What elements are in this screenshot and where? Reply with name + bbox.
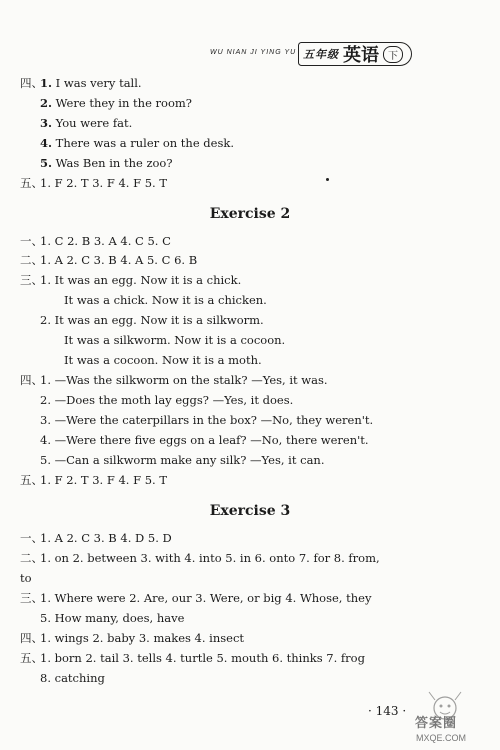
answer-line: 1. —Was the silkworm on the stalk? —Yes, it was. — [40, 373, 328, 387]
section-label: 三、 — [20, 273, 43, 287]
section-label: 五、 — [20, 651, 43, 665]
answer-line: 1. F 2. T 3. F 4. F 5. T — [40, 176, 168, 190]
exercise-2-title: Exercise 2 — [209, 206, 291, 222]
answer-line: 1. Where were 2. Are, our 3. Were, or big 4. Whose, they — [40, 591, 372, 605]
answer-line: 1. I was very tall. — [40, 76, 142, 90]
section-label: 四、 — [20, 76, 43, 90]
answer-line: 4. There was a ruler on the desk. — [40, 136, 234, 150]
section-label: 一、 — [20, 234, 43, 248]
answer-line: 1. C 2. B 3. A 4. C 5. C — [40, 234, 171, 248]
answer-line: 1. wings 2. baby 3. makes 4. insect — [40, 631, 245, 645]
section-label: 四、 — [20, 373, 43, 387]
section-label: 五、 — [20, 473, 43, 487]
answer-line: 2. It was an egg. Now it is a silkworm. — [40, 313, 264, 327]
answer-line: 1. It was an egg. Now it is a chick. — [40, 273, 242, 287]
answer-line: 3. You were fat. — [40, 116, 133, 130]
section-label: 五、 — [20, 176, 43, 190]
answer-line: 1. A 2. C 3. B 4. A 5. C 6. B — [40, 253, 198, 267]
answer-line: 5. How many, does, have — [40, 611, 185, 625]
section-label: 二、 — [20, 551, 43, 565]
header-subject: 英语 — [343, 45, 379, 65]
answer-line: 4. —Were there five eggs on a leaf? —No, there weren't. — [40, 433, 369, 447]
section-label: 一、 — [20, 531, 43, 545]
header-grade: 五年级 — [303, 49, 339, 61]
page-number: · 143 · — [368, 704, 407, 718]
section-label: 二、 — [20, 253, 43, 267]
section-label: 四、 — [20, 631, 43, 645]
watermark-url: MXQE.COM — [416, 733, 467, 743]
answer-line: 1. born 2. tail 3. tells 4. turtle 5. mouth 6. thinks 7. frog — [40, 651, 365, 665]
header-pinyin: WU NIAN JI YING YU — [210, 49, 297, 56]
answer-line: 2. —Does the moth lay eggs? —Yes, it does. — [40, 393, 294, 407]
answer-line: 8. catching — [40, 671, 105, 685]
answer-line: 5. —Can a silkworm make any silk? —Yes, it can. — [40, 453, 325, 467]
answer-line: 2. Were they in the room? — [40, 96, 192, 110]
answer-line: 1. on 2. between 3. with 4. into 5. in 6. onto 7. for 8. from, — [40, 551, 380, 565]
header-volume: 下 — [383, 46, 403, 63]
stray-dot — [326, 178, 329, 181]
answer-line: It was a silkworm. Now it is a cocoon. — [64, 333, 286, 347]
section-label: 三、 — [20, 591, 43, 605]
answer-line: to — [20, 571, 32, 585]
answer-line: It was a chick. Now it is a chicken. — [64, 293, 267, 307]
answer-line: 1. A 2. C 3. B 4. D 5. D — [40, 531, 172, 545]
answer-line: It was a cocoon. Now it is a moth. — [64, 353, 262, 367]
answer-line: 5. Was Ben in the zoo? — [40, 156, 173, 170]
watermark-logo: 答案圈 — [415, 715, 458, 730]
exercise-3-title: Exercise 3 — [209, 503, 291, 519]
answer-line: 1. F 2. T 3. F 4. F 5. T — [40, 473, 168, 487]
answer-line: 3. —Were the caterpillars in the box? —No, they weren't. — [40, 413, 374, 427]
